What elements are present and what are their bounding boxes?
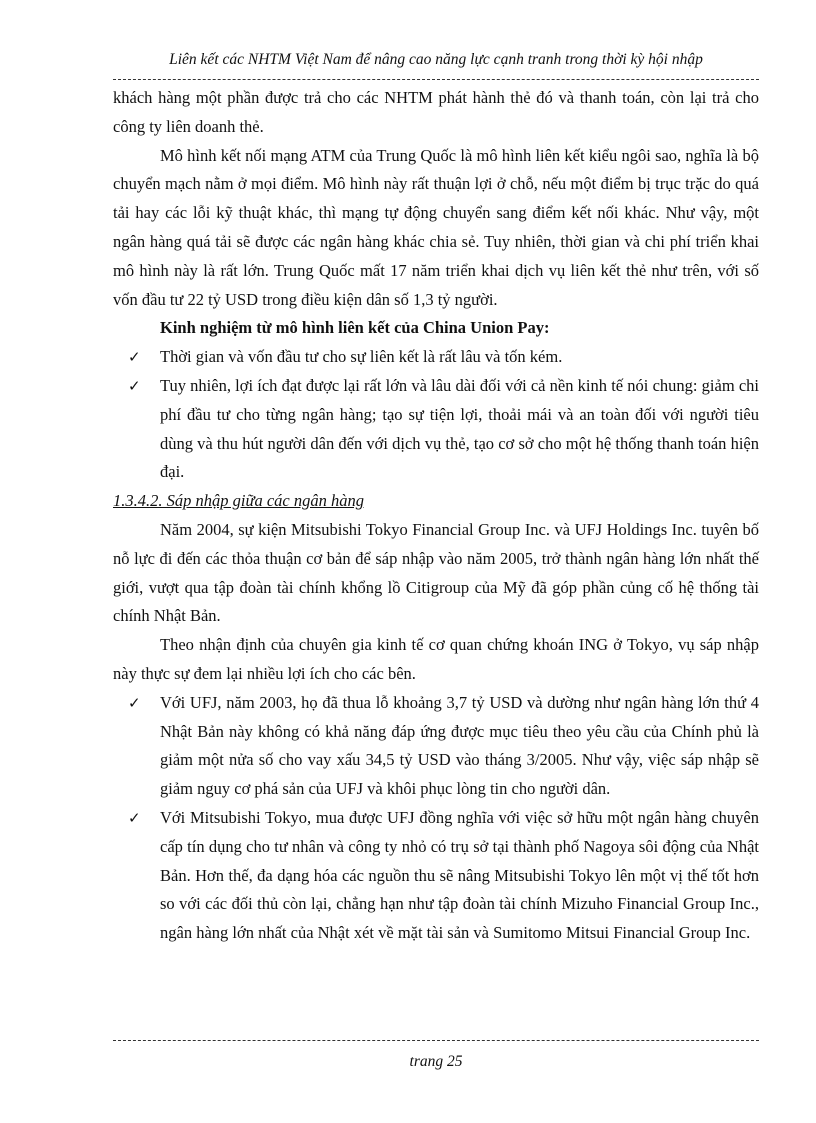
list-item-text: Với UFJ, năm 2003, họ đã thua lỗ khoảng 3,7 tỷ USD và dường như ngân hàng lớn thứ 4 Nhật Bản này không có khả năng đáp ứng được mục tiêu theo yêu cầu của Chính phủ là giảm một nửa số cho vay xấu 34,5 tỷ USD vào tháng 3/2005. Như vậy, việc sáp nhập sẽ giảm nguy cơ phá sản của UFJ và khôi phục lòng tin cho người dân.: [160, 692, 759, 799]
paragraph-continuation: khách hàng một phần được trả cho các NHTM phát hành thẻ đó và thanh toán, còn lại trả cho công ty liên doanh thẻ.: [113, 88, 759, 136]
header-divider: [113, 79, 759, 80]
benefits-list: [113, 689, 759, 948]
check-mark-icon: ✓: [128, 808, 141, 827]
section-heading: 1.3.4.2. Sáp nhập giữa các ngân hàng: [113, 491, 364, 511]
list-item: [113, 372, 759, 487]
footer-divider: [113, 1040, 759, 1041]
paragraph-merger-event: Năm 2004, sự kiện Mitsubishi Tokyo Financial Group Inc. và UFJ Holdings Inc. tuyên bố nỗ lực đi đến các thỏa thuận cơ bản để sáp nhập vào năm 2005, trở thành ngân hàng lớn nhất thế giới, vượt qua tập đoàn tài chính khổng lồ Citigroup của Mỹ đã góp phần củng cố hệ thống tài chính Nhật Bản.: [113, 519, 759, 626]
list-item: [113, 804, 759, 948]
paragraph-atm-model: Mô hình kết nối mạng ATM của Trung Quốc là mô hình liên kết kiểu ngôi sao, nghĩa là bộ chuyển mạch nằm ở mọi điểm. Mô hình này rất thuận lợi ở chỗ, nếu một điểm bị trục trặc do quá tải hay các lỗi kỹ thuật khác, thì mạng tự động chuyển sang điểm kết nối khác. Như vậy, một ngân hàng quá tải sẽ được các ngân hàng khác chia sẻ. Tuy nhiên, thời gian và chi phí triển khai mô hình này là rất lớn. Trung Quốc mất 17 năm triển khai dịch vụ liên kết thẻ như trên, với số vốn đầu tư 22 tỷ USD trong điều kiện dân số 1,3 tỷ người.: [113, 145, 759, 309]
check-mark-icon: ✓: [128, 693, 141, 712]
page-body: [113, 84, 759, 948]
list-item: [113, 343, 759, 372]
list-item-text: Tuy nhiên, lợi ích đạt được lại rất lớn và lâu dài đối với cả nền kinh tế nói chung: giảm chi phí đầu tư cho từng ngân hàng; tạo sự tiện lợi, thoải mái và an toàn đối với người tiêu dùng và thu hút người dân đến với dịch vụ thẻ, tạo cơ sở cho một hệ thống thanh toán hiện đại.: [160, 375, 759, 482]
check-mark-icon: ✓: [128, 376, 141, 395]
lessons-list: [113, 343, 759, 487]
page-number: trang 25: [409, 1053, 463, 1070]
running-header: Liên kết các NHTM Việt Nam để nâng cao năng lực cạnh tranh trong thời kỳ hội nhập: [169, 51, 703, 68]
list-item-text: Thời gian và vốn đầu tư cho sự liên kết là rất lâu và tốn kém.: [160, 347, 563, 367]
subheading-china-union-pay: Kinh nghiệm từ mô hình liên kết của China Union Pay:: [160, 318, 550, 338]
list-item-text: Với Mitsubishi Tokyo, mua được UFJ đồng nghĩa với việc sở hữu một ngân hàng chuyên cấp tín dụng cho tư nhân và công ty nhỏ có trụ sở tại thành phố Nagoya sôi động của Nhật Bản. Hơn thế, đa dạng hóa các nguồn thu sẽ nâng Mitsubishi Tokyo lên một vị thế tốt hơn so với các đối thủ còn lại, chẳng hạn như tập đoàn tài chính Mizuho Financial Group Inc., ngân hàng lớn nhất của Nhật xét về mặt tài sản và Sumitomo Mitsui Financial Group Inc.: [160, 807, 759, 943]
list-item: [113, 689, 759, 804]
paragraph-expert-opinion: Theo nhận định của chuyên gia kinh tế cơ quan chứng khoán ING ở Tokyo, vụ sáp nhập này thực sự đem lại nhiều lợi ích cho các bên.: [113, 635, 759, 683]
check-mark-icon: ✓: [128, 348, 141, 367]
